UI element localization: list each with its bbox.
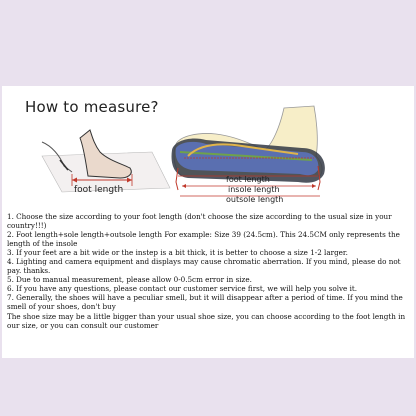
instruction-item: 3. If your feet are a bit wide or the instep is a bit thick, it is better to choose a size 1-2 larger. xyxy=(7,248,348,258)
measurement-illustration xyxy=(2,86,414,208)
instruction-item: 1. Choose the size according to your foot length (don't choose the size according to the usual size in your country!!!) xyxy=(7,212,392,231)
guide-title: How to measure? xyxy=(25,98,159,116)
insole-length-label: insole length xyxy=(228,185,280,194)
right-shoe-diagram xyxy=(172,106,325,204)
instruction-item: 6. If you have any questions, please contact our customer service first, we will help you solve it. xyxy=(7,284,358,294)
instruction-item: 7. Generally, the shoes will have a peculiar smell, but it will disappear after a period of time. If you mind the smell of your shoes, don't buy xyxy=(7,293,403,312)
instruction-item: The shoe size may be a little bigger than your usual shoe size, you can choose according to the foot length in our size, or you can consult our customer xyxy=(7,311,406,330)
outsole-length-label: outsole length xyxy=(226,195,284,204)
left-foot-diagram xyxy=(42,130,170,195)
left-foot-length-label: foot length xyxy=(74,185,124,195)
instruction-item: 5. Due to manual measurement, please allow 0-0.5cm error in size. xyxy=(7,275,252,285)
instruction-item: 4. Lighting and camera equipment and displays may cause chromatic aberration. If you mind, please do not pay. thanks. xyxy=(7,257,401,276)
size-guide-card xyxy=(2,86,414,358)
right-foot-length-label: foot length xyxy=(226,175,270,184)
instruction-list xyxy=(7,212,409,330)
instruction-item: 2. Foot length+sole length+outsole length For example: Size 39 (24.5cm). This 24.5CM only represents the length of the insole xyxy=(7,230,400,249)
